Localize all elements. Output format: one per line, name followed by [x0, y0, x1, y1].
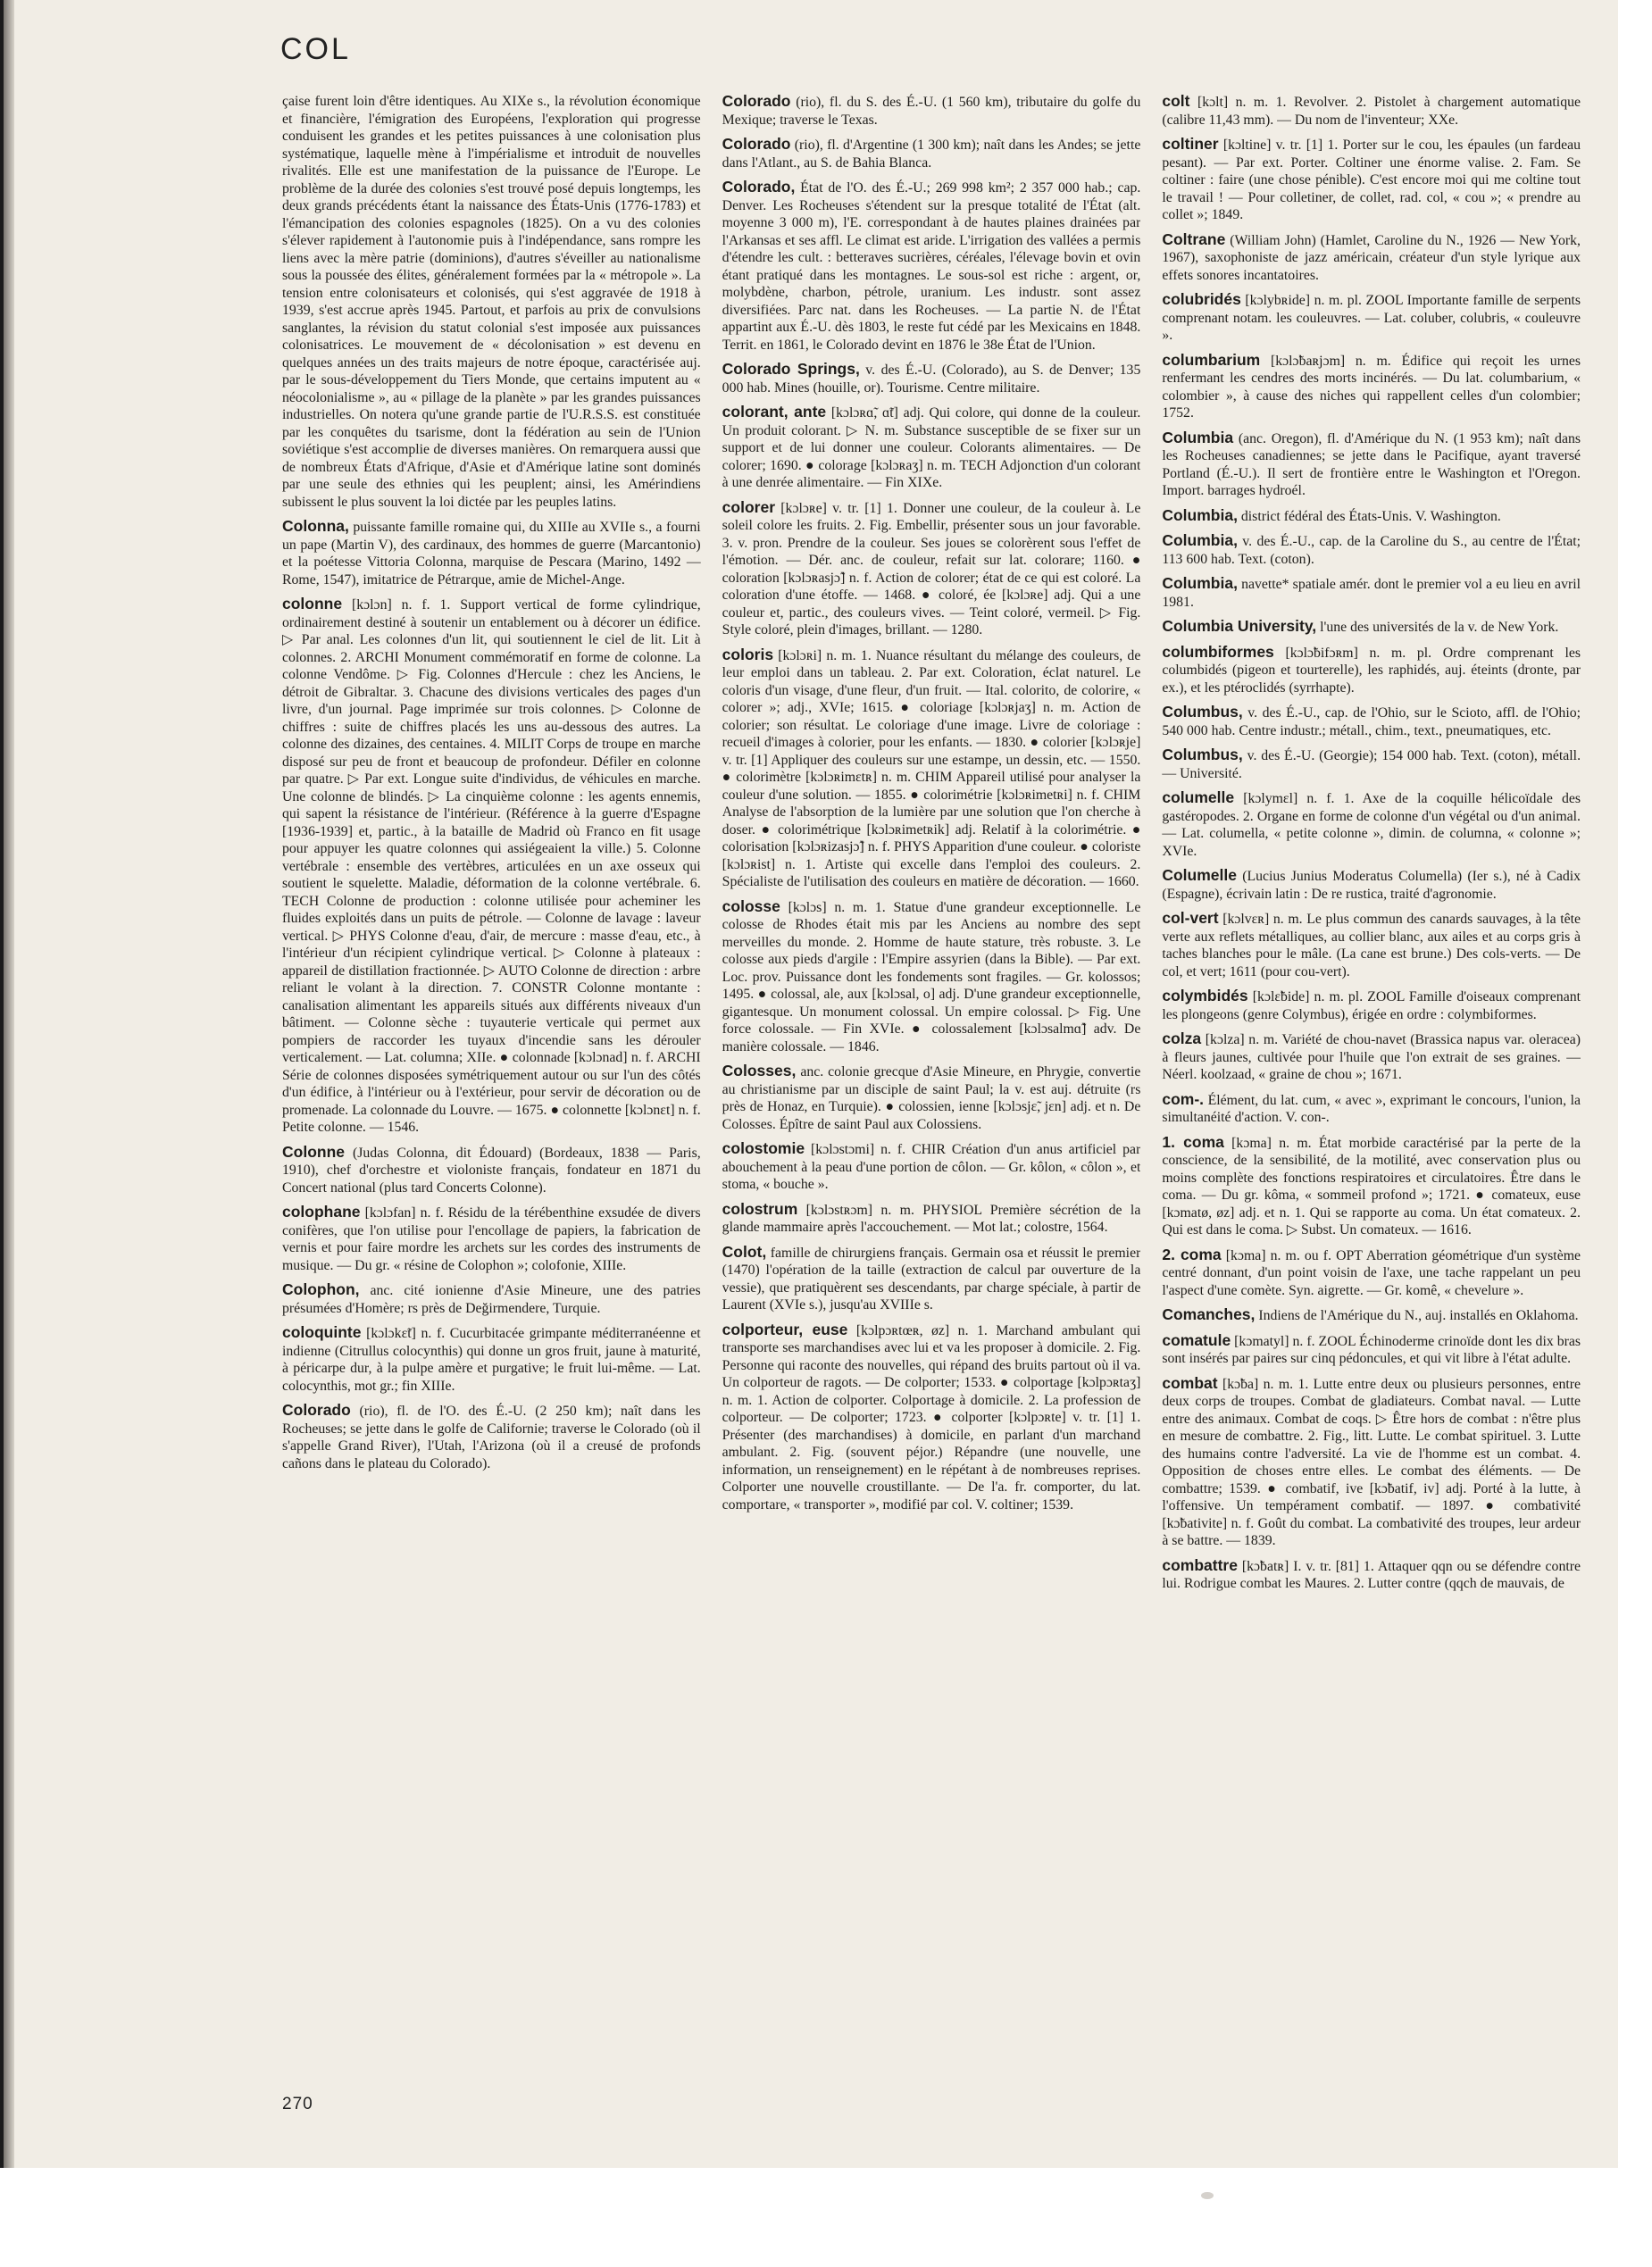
- entry-headword: Columbia,: [1162, 531, 1238, 549]
- dictionary-entry: [722, 1063, 1141, 1133]
- entry-headword: col-vert: [1162, 909, 1219, 927]
- entry-headword: Colosses,: [722, 1062, 797, 1079]
- entry-headword: 1. coma: [1162, 1132, 1224, 1151]
- entry-definition: [kɔlɔstɔmi] n. f. CHIR Création d'un anus artificiel par abouchement à la peau d'une portion de côlon. — Gr. kôlon, « côlon », et stoma, « bouche ».: [722, 1142, 1141, 1192]
- entry-definition: [kɔma] n. m. État morbide caractérisé par la perte de la conscience, de la sensibilité, de la motilité, avec conservation plus ou moins complète des fonctions respiratoires et circulatoires. Être dans le coma. — Du gr. kôma, « sommeil profond »; 1721. ● comateux, euse [kɔmatø, øz] adj. et n. 1. Qui se rapporte au coma. Un état comateux. 2. Qui est dans le coma. ▷ Subst. Un comateux. — 1616.: [1162, 1135, 1581, 1238]
- scan-speck: [1201, 2192, 1214, 2199]
- entry-headword: Colorado: [722, 135, 791, 153]
- entry-headword: Columbia: [1162, 428, 1234, 446]
- entry-definition: [kɔlɔstʀɔm] n. m. PHYSIOL Première sécrétion de la glande mammaire après l'accouchement. — Mot lat.; colostre, 1564.: [722, 1202, 1141, 1235]
- dictionary-entry: [1162, 1134, 1581, 1239]
- dictionary-entry: [1162, 291, 1581, 345]
- entry-headword: Coltrane: [1162, 229, 1226, 248]
- entry-definition: (anc. Oregon), fl. d'Amérique du N. (1 953 km); naît dans les Rocheuses canadiennes; se jette dans le Pacifique, ayant traversé Portland (É.-U.). Il sert de frontière entre le Washington et l'Oregon. Import. barrages hydroél.: [1162, 430, 1581, 498]
- entry-headword: Colorado: [282, 1401, 351, 1419]
- dictionary-entry: [1162, 1306, 1581, 1325]
- dictionary-entry: [722, 898, 1141, 1056]
- entry-definition: (rio), fl. de l'O. des É.-U. (2 250 km); naît dans les Rocheuses; se jette dans le golfe de Californie; traverse le Colorado (où il s'appelle Grand River), l'Utah, l'Arizona (où il a creusé de profonds cañons dans le plateau du Colorado).: [282, 1404, 701, 1471]
- entry-headword: Columbia University,: [1162, 617, 1317, 635]
- dictionary-entry: [722, 1244, 1141, 1314]
- dictionary-entry: [1162, 507, 1581, 526]
- entry-definition: navette* spatiale amér. dont le premier vol a eu lieu en avril 1981.: [1162, 577, 1581, 610]
- entry-definition: (rio), fl. du S. des É.-U. (1 560 km), tributaire du golfe du Mexique; traverse le Texas.: [722, 95, 1141, 128]
- dictionary-entry: [1162, 618, 1581, 637]
- entry-definition: [kɔlɔʀɑ̃, ɑ̃t] adj. Qui colore, qui donne de la couleur. Un produit colorant. ▷ N. m. Substance susceptible de se fixer sur un support et de lui donner une couleur. Colorants alimentaires. — De colorer; 1690. ● colorage [kɔlɔʀaʒ] n. m. TECH Adjonction d'un colorant à une denrée alimentaire. — Fin XIXe.: [722, 405, 1141, 490]
- page-number: 270: [282, 2095, 313, 2113]
- dictionary-entry: [1162, 1557, 1581, 1593]
- dictionary-entry: [282, 1402, 701, 1472]
- entry-definition: [kɔlɔ̃baʀjɔm] n. m. Édifice qui reçoit les urnes renfermant les cendres des morts incinérés. — Du lat. columbarium, « colombier », à cause des niches qui rappellent celles d'un colombier; 1752.: [1162, 353, 1581, 421]
- dictionary-entry: [722, 1321, 1141, 1514]
- dictionary-entry: [1162, 867, 1581, 903]
- entry-headword: colymbidés: [1162, 987, 1248, 1004]
- entry-definition: [kɔlvɛʀ] n. m. Le plus commun des canards sauvages, à la tête verte aux reflets métalliques, au collier blanc, aux ailes et au corps gris à taches blanches pour le mâle. (La cane est brune.) Des cols-verts. — De col, et vert; 1611 (pour cou-vert).: [1162, 912, 1581, 979]
- entry-headword: coltiner: [1162, 135, 1219, 153]
- entry-headword: Colorado,: [722, 178, 796, 196]
- entry-definition: v. des É.-U. (Georgie); 154 000 hab. Text. (coton), métall. — Université.: [1162, 748, 1581, 781]
- dictionary-entry: [1162, 93, 1581, 129]
- dictionary-entry: [282, 1281, 701, 1317]
- entry-headword: Colonna,: [282, 517, 349, 535]
- dictionary-entry: [282, 1324, 701, 1395]
- entry-definition: [kɔlt] n. m. 1. Revolver. 2. Pistolet à chargement automatique (calibre 11,43 mm). — Du nom de l'inventeur; XXe.: [1162, 95, 1581, 128]
- dictionary-entry: [282, 596, 701, 1137]
- dictionary-entry: [722, 499, 1141, 639]
- entry-definition: v. des É.-U. (Colorado), au S. de Denver; 135 000 hab. Mines (houille, or). Tourisme. Centre militaire.: [722, 363, 1141, 396]
- entry-headword: Colorado Springs,: [722, 360, 860, 378]
- entry-headword: colosse: [722, 896, 780, 915]
- entry-headword: comatule: [1162, 1330, 1231, 1349]
- page-edge: [1618, 0, 1652, 2168]
- entry-definition: puissante famille romaine qui, du XIIIe au XVIIe s., a fourni un pape (Martin V), des cardinaux, des hommes de guerre (Marcantonio) et la poétesse Vittoria Colonna, marquise de Pescara (Marino, 1492 — Rome, 1547), imitatrice de Pétrarque, amie de Michel-Ange.: [282, 520, 701, 588]
- entry-definition: l'une des universités de la v. de New York.: [1320, 620, 1559, 635]
- dictionary-entry: [1162, 704, 1581, 739]
- entry-definition: [kɔlpɔʀtœʀ, øz] n. 1. Marchand ambulant qui transporte ses marchandises avec lui et va les proposer à domicile. 2. Fig. Personne qui raconte des nouvelles, qui répand des bruits partout où il va. Un colporteur de ragots. — De colporter; 1533. ● colportage [kɔlpɔʀtaʒ] n. m. 1. Action de colporter. Colportage à domicile. 2. La profession de colporteur. — De colporter; 1723. ● colporter [kɔlpɔʀte] v. tr. [1] 1. Présenter (des marchandises) à domicile, en parlant d'un marchand ambulant. 2. Fig. (souvent péjor.) Répandre (une nouvelle, une information, un renseignement) en le répétant à de nombreuses reprises. Colporter une nouvelle croustillante. — De l'a. fr. comporter, du lat. comportare, « transporter », modifié par col. V. coltiner; 1539.: [722, 1322, 1141, 1513]
- dictionary-entry: [1162, 789, 1581, 860]
- entry-headword: Columbia,: [1162, 574, 1238, 592]
- entry-definition: [kɔlza] n. m. Variété de chou-navet (Brassica napus var. oleracea) à fleurs jaunes, cultivée pour l'huile que l'on extrait de ses graines. — Néerl. koolzaad, « graine de chou »; 1671.: [1162, 1032, 1581, 1082]
- running-head: COL: [280, 32, 351, 66]
- entry-headword: Colonne: [282, 1142, 345, 1161]
- entry-definition: [kɔlɔʀi] n. m. 1. Nuance résultant du mélange des couleurs, de leur emploi dans un tableau. 2. Par ext. Coloration, éclat naturel. Le coloris d'un visage, d'une fleur, d'un fruit. — Ital. colorito, de colorire, « colorer »; adj., XVIe; 1615. ● coloriage [kɔlɔʀjaʒ] n. m. Action de colorier; son résultat. Le coloriage d'une image. Livre de coloriage : recueil d'images à colorier, pour les enfants. — 1830. ● colorier [kɔlɔʀje] v. tr. [1] Appliquer des couleurs sur une estampe, un dessin, etc. — 1550. ● colorimètre [kɔlɔʀimɛtʀ] n. m. CHIM Appareil utilisé pour analyser la couleur d'une solution. — 1855. ● colorimétrie [kɔlɔʀimetʀi] n. f. CHIM Analyse de l'absorption de la lumière par une solution que l'on cherche à doser. ● colorimétrique [kɔlɔʀimetʀik] adj. Relatif à la colorimétrie. ● colorisation [kɔlɔʀizasjɔ̃] n. f. PHYS Apparition d'une couleur. ● coloriste [kɔlɔʀist] n. 1. Artiste qui excelle dans l'emploi des couleurs. 2. Spécialiste de l'utilisation des couleurs en matière de décoration. — 1660.: [722, 647, 1141, 889]
- dictionary-entry: [282, 1144, 701, 1197]
- dictionary-entry: [282, 518, 701, 588]
- dictionary-entry: [722, 1201, 1141, 1237]
- entry-definition: Indiens de l'Amérique du N., auj. installés en Oklahoma.: [1258, 1308, 1579, 1323]
- entry-headword: 2. coma: [1162, 1245, 1222, 1263]
- dictionary-entry: [1162, 1332, 1581, 1368]
- entry-headword: Colorado: [722, 93, 791, 110]
- entry-definition: (Judas Colonna, dit Édouard) (Bordeaux, 1838 — Paris, 1910), chef d'orchestre et violoniste français, fondateur en 1871 du Concert national (plus tard Concerts Colonne).: [282, 1145, 701, 1196]
- dictionary-entry: [1162, 1091, 1581, 1127]
- entry-definition: anc. colonie grecque d'Asie Mineure, en Phrygie, convertie au christianisme par un disciple de saint Paul; la v. est auj. détruite (rs près de Honaz, en Turquie). ● colossien, ienne [kɔlɔsjɛ̃, jɛn] adj. et n. De Colosses. Épître de saint Paul aux Colossiens.: [722, 1064, 1141, 1132]
- dictionary-entry: [1162, 231, 1581, 285]
- entry-headword: colorer: [722, 497, 775, 516]
- entry-definition: État de l'O. des É.-U.; 269 998 km²; 2 357 000 hab.; cap. Denver. Les Rocheuses s'étendent sur la presque totalité de l'État (alt. moyenne 3 000 m), l'E. correspondant à de hautes plaines drainées par l'Arkansas et ses affl. Le climat est aride. L'irrigation des vallées a permis d'étendre les cult. : betteraves sucrières, céréales, l'élevage bovin et ovin étant pratiqué dans les montagnes. Le sous-sol est riche : argent, or, molybdène, charbon, pétrole, uranium. Les industr. sont assez diversifiées. Parc nat. dans les Rocheuses. — La partie N. de l'État appartint aux É.-U. dès 1803, le reste fut cédé par les Mexicains en 1848. Territ. en 1861, le Colorado devint en 1876 le 38e État de l'Union.: [722, 180, 1141, 353]
- entry-headword: colorant, ante: [722, 403, 827, 421]
- dictionary-entry: [722, 179, 1141, 354]
- entry-definition: [kɔlɔn] n. f. 1. Support vertical de forme cylindrique, ordinairement destiné à soutenir un entablement ou à décorer un édifice. ▷ Par anal. Les colonnes d'un lit, qui soutiennent le ciel de lit. Lit à colonnes. 2. ARCHI Monument commémoratif en forme de colonne. La colonne Vendôme. ▷ Fig. Colonnes d'Hercule : chez les Anciens, le détroit de Gibraltar. 3. Chacune des divisions verticales des pages d'un livre, d'un journal. Page imprimée sur trois colonnes. ▷ Colonne de chiffres : suite de chiffres placés les uns au-dessous des autres. La colonne des dizaines, des centaines. 4. MILIT Corps de troupe en marche disposé sur peu de front et beaucoup de profondeur. Défiler en colonne par quatre. ▷ Par ext. Longue suite d'individus, de véhicules en marche. Une colonne de blindés. ▷ La cinquième colonne : les agents ennemis, qui sapent la résistance de l'intérieur. (Référence à la guerre d'Espagne [1936-1939] et, partic., à la bataille de Madrid où Franco en fit usage pour appuyer les quatre colonnes qui assiégeaient la ville.) 5. Colonne vertébrale : ensemble des vertèbres, articulées en un axe osseux qui soutient le squelette. Maladie, déformation de la colonne vertébrale. 6. TECH Colonne de production : colonne utilisée pour acheminer les fluides exploités dans un puits de pétrole. — Colonne de lavage : laveur vertical. ▷ PHYS Colonne d'eau, d'air, de mercure : masse d'eau, etc., à l'intérieur d'un récipient cylindrique vertical. ▷ Colonne à plateaux : appareil de distillation fractionnée. ▷ AUTO Colonne de direction : arbre reliant le volant à la direction. 7. CONSTR Colonne montante : canalisation alimentant les appareils situés aux différents niveaux d'un bâtiment. — Colonne sèche : tuyauterie verticale qui permet aux pompiers de raccorder les tuyaux d'incendie sans les dérouler verticalement. — Lat. columna; XIIe. ● colonnade [kɔlɔnad] n. f. ARCHI Série de colonnes disposées symétriquement autour ou sur l'un des côtés d'un édifice, à l'intérieur ou à l'extérieur, pour servir de décoration ou de promenade. La colonnade du Louvre. — 1675. ● colonnette [kɔlɔnɛt] n. f. Petite colonne. — 1546.: [282, 597, 701, 1135]
- entry-definition: çaise furent loin d'être identiques. Au XIXe s., la révolution économique et financière, l'émigration des Européens, l'exploration qui progresse conduisent les grandes et les petites puissances à une colonisation plus systématique, laquelle mène à l'impérialisme et introduit de nouvelles rivalités. Elle est une manifestation de la puissance de l'Europe. Le problème de la durée des colonies s'est trouvé posé depuis longtemps, les deux grands précédents étant la naissance des États-Unis (1776-1783) et l'émancipation des colonies espagnoles (1825). On a vu des colonies s'élever rapidement à l'autonomie puis à l'indépendance, sans rompre les liens avec la mère patrie (dominions), d'autres s'éveiller au nationalisme sous la poussée des élites, généralement formées par la « métropole ». La tension entre colonisateurs et colonisés, qui s'est aggravée de 1918 à 1939, s'est accrue après 1945. Partout, et parfois au prix de convulsions sanglantes, la révision du statut colonial s'est imposée aux puissances colonisatrices. Le mouvement de « décolonisation » est devenu en quelques années un des traits majeurs de notre époque, caractérisée auj. par le sous-développement du Tiers Monde, que certains imputent au « néocolonialisme », au « pillage de la planète » par les grandes puissances industrielles. On notera qu'une grande partie de l'U.R.S.S. est constituée par les conquêtes du tsarisme, dont la fédération au sein de l'Union soviétique s'est accomplie de diverses manières. On remarquera aussi que de nombreux États d'Afrique, d'Asie et d'Amérique latine sont dominés par une seule des ethnies qui les peuplent; ainsi, les Amérindiens subissent le plus souvent la loi dictée par les peuples latins.: [282, 94, 701, 510]
- dictionary-entry: [1162, 1030, 1581, 1084]
- dictionary-entry: [1162, 910, 1581, 980]
- dictionary-entry: [1162, 988, 1581, 1023]
- entry-definition: (William John) (Hamlet, Caroline du N., 1926 — New York, 1967), saxophoniste de jazz américain, créateur d'un style lyrique aux effets sonores incantatoires.: [1162, 232, 1581, 283]
- entry-headword: coloquinte: [282, 1323, 362, 1341]
- dictionary-entry: [282, 93, 701, 511]
- entry-headword: combat: [1162, 1373, 1218, 1392]
- entry-definition: [kɔlɔ̃bifɔʀm] n. m. pl. Ordre comprenant les columbidés (pigeon et tourterelle), les raphidés, auj. éteints (dronte, par ex.), et les ptéroclidés (syrrhapte).: [1162, 645, 1581, 696]
- page-bottom-margin: [0, 2168, 1652, 2267]
- column-right: [1162, 93, 1581, 2082]
- entry-definition: [kɔma] n. m. ou f. OPT Aberration géométrique d'un système centré donnant, d'un point voisin de l'axe, une tache rappelant un peu l'aspect d'une comète. Syn. aigrette. — Gr. komê, « chevelure ».: [1162, 1247, 1581, 1298]
- entry-headword: com-.: [1162, 1089, 1205, 1108]
- dictionary-entry: [722, 93, 1141, 129]
- dictionary-entry: [1162, 532, 1581, 568]
- text-columns: [282, 93, 1581, 2082]
- column-left: [282, 93, 701, 2082]
- entry-definition: (Lucius Junius Moderatus Columella) (Ier s.), né à Cadix (Espagne), écrivain latin : De re rustica, traité d'agronomie.: [1162, 869, 1581, 902]
- entry-definition: famille de chirurgiens français. Germain osa et réussit le premier (1470) l'opération de la taille (extraction de calcul par ouverture de la vessie), que pratiquèrent ses descendants, par charge spéciale, à partir de Laurent (XVIe s.), jusqu'au XVIIIe s.: [722, 1245, 1141, 1313]
- entry-headword: colt: [1162, 93, 1190, 110]
- entry-definition: [kɔlɛ̃bide] n. m. pl. ZOOL Famille d'oiseaux comprenant les plongeons (genre Colymbus), érigée en ordre : colymbiformes.: [1162, 989, 1581, 1022]
- entry-definition: [kɔlɔkɛ̃t] n. f. Cucurbitacée grimpante méditerranéenne et indienne (Citrullus colocynthis) qui donne un gros fruit, jaune à maturité, à péricarpe dur, à la pulpe amère et purgative; le fruit lui-même. — Lat. colocynthis, mot gr.; fin XIIIe.: [282, 1326, 701, 1394]
- entry-headword: Columbia,: [1162, 505, 1238, 524]
- dictionary-entry: [722, 361, 1141, 396]
- entry-headword: colonne: [282, 595, 343, 613]
- entry-definition: Élément, du lat. cum, « avec », exprimant le concours, l'union, la simultanéité d'action. V. con-.: [1162, 1092, 1581, 1125]
- dictionary-entry: [1162, 575, 1581, 611]
- entry-headword: Columbus,: [1162, 746, 1243, 763]
- entry-definition: [kɔlymɛl] n. f. 1. Axe de la coquille hélicoïdale des gastéropodes. 2. Organe en forme de colonne d'un végétal ou d'un animal. — Lat. columella, « petite colonne », dimin. de columna, « colonne »; XVIe.: [1162, 791, 1581, 859]
- entry-definition: [kɔ̃ba] n. m. 1. Lutte entre deux ou plusieurs personnes, entre deux corps de troupes. Combat de gladiateurs. Combat naval. — Lutte entre des animaux. Combat de coqs. ▷ Être hors de combat : n'être plus en mesure de combattre. 2. Fig., litt. Lutte. Le combat spirituel. 3. Lutte des humains contre l'adversité. La vie de l'homme est un combat. 4. Opposition de choses entre elles. Le combat des éléments. — De combattre; 1539. ● combatif, ive [kɔ̃batif, iv] adj. Porté à la lutte, à l'offensive. Un tempérament combatif. — 1897. ● combativité [kɔ̃bativite] n. f. Goût du combat. La combativité des troupes, leur ardeur à se battre. — 1839.: [1162, 1376, 1581, 1548]
- entry-headword: colubridés: [1162, 290, 1241, 308]
- entry-definition: anc. cité ionienne d'Asie Mineure, une des patries présumées d'Homère; rs près de Değirmendere, Turquie.: [282, 1283, 701, 1316]
- dictionary-entry: [722, 136, 1141, 171]
- dictionary-entry: [1162, 136, 1581, 224]
- entry-headword: Comanches,: [1162, 1305, 1256, 1323]
- page-fold-shadow: [4, 0, 14, 2168]
- entry-headword: columbiformes: [1162, 642, 1274, 661]
- column-middle: [722, 93, 1141, 2082]
- entry-definition: [kɔlybʀide] n. m. pl. ZOOL Importante famille de serpents comprenant notam. les couleuvres. — Lat. coluber, colubris, « couleuvre ».: [1162, 293, 1581, 343]
- dictionary-entry: [1162, 1375, 1581, 1550]
- entry-definition: district fédéral des États-Unis. V. Washington.: [1240, 508, 1501, 524]
- dictionary-entry: [1162, 429, 1581, 500]
- dictionary-entry: [1162, 644, 1581, 697]
- entry-headword: columbarium: [1162, 350, 1261, 369]
- dictionary-entry: [722, 646, 1141, 891]
- dictionary-entry: [722, 1140, 1141, 1194]
- entry-headword: columelle: [1162, 788, 1235, 806]
- entry-headword: coloris: [722, 645, 774, 663]
- entry-definition: (rio), fl. d'Argentine (1 300 km); naît dans les Andes; se jette dans l'Atlant., au S. de Bahia Blanca.: [722, 138, 1141, 171]
- dictionary-entry: [722, 404, 1141, 492]
- entry-definition: v. des É.-U., cap. de la Caroline du S., au centre de l'État; 113 600 hab. Text. (coton).: [1162, 534, 1581, 567]
- entry-definition: [kɔ̃batʀ] I. v. tr. [81] 1. Attaquer qqn ou se défendre contre lui. Rodrigue combat les Maures. 2. Lutter contre (qqch de mauvais, de: [1162, 1558, 1581, 1591]
- entry-definition: [kɔlɔʀe] v. tr. [1] 1. Donner une couleur, de la couleur à. Le soleil colore les fruits. 2. Fig. Embellir, présenter sous un jour favorable. 3. v. pron. Prendre de la couleur. Ses joues se colorèrent sous l'effet de l'émotion. — Dér. anc. de couleur, refait sur lat. colorare; 1160. ● coloration [kɔlɔʀasjɔ̃] n. f. Action de colorer; état de ce qui est coloré. La coloration d'une étoffe. — 1468. ● coloré, ée [kɔlɔʀe] adj. Qui a une couleur et, partic., des couleurs vives. — Teint coloré, vermeil. ▷ Fig. Style coloré, plein d'images, brillant. — 1280.: [722, 500, 1141, 638]
- entry-headword: Colot,: [722, 1242, 767, 1261]
- entry-definition: [kɔlɔfan] n. f. Résidu de la térébenthine exsudée de divers conifères, que l'on utilise pour l'encollage de papiers, la fabrication de vernis et pour faire mordre les archets sur les cordes des instruments de musique. — Du gr. « résine de Colophon »; colofonie, XIIIe.: [282, 1205, 701, 1273]
- entry-headword: combattre: [1162, 1555, 1238, 1574]
- entry-definition: v. des É.-U., cap. de l'Ohio, sur le Scioto, affl. de l'Ohio; 540 000 hab. Centre industr.; métall., chim., text., pneumatiques, etc.: [1162, 705, 1581, 738]
- dictionary-entry: [1162, 1246, 1581, 1300]
- entry-definition: [kɔmatyl] n. f. ZOOL Échinoderme crinoïde dont les dix bras sont insérés par paires sur cinq pédoncules, et qui vit libre à l'état adulte.: [1162, 1333, 1581, 1366]
- dictionary-entry: [1162, 352, 1581, 422]
- entry-headword: Columelle: [1162, 866, 1237, 884]
- entry-headword: colostomie: [722, 1139, 805, 1157]
- entry-headword: colporteur, euse: [722, 1320, 848, 1338]
- dictionary-entry: [1162, 746, 1581, 782]
- dictionary-entry: [282, 1204, 701, 1274]
- entry-headword: colophane: [282, 1203, 361, 1221]
- entry-definition: [kɔlɔs] n. m. 1. Statue d'une grandeur exceptionnelle. Le colosse de Rhodes était mis par les Anciens au nombre des sept merveilles du monde. 2. Homme de haute stature, très robuste. 3. Le colosse aux pieds d'argile : l'Empire assyrien (dans la Bible). — Par ext. Loc. prov. Puissance dont les fondements sont fragiles. — Gr. kolossos; 1495. ● colossal, ale, aux [kɔlɔsal, o] adj. D'une grandeur exceptionnelle, gigantesque. Un monument colossal. Un empire colossal. ▷ Fig. Une force colossale. — Fin XVIe. ● colossalement [kɔlɔsalmɑ̃] adv. De manière colossale. — 1846.: [722, 899, 1141, 1054]
- entry-headword: Colophon,: [282, 1280, 360, 1298]
- entry-headword: Columbus,: [1162, 703, 1243, 721]
- entry-headword: colostrum: [722, 1199, 798, 1218]
- entry-headword: colza: [1162, 1029, 1202, 1047]
- entry-definition: [kɔltine] v. tr. [1] 1. Porter sur le cou, les épaules (un fardeau pesant). — Par ext. Porter. Coltiner une énorme valise. 2. Fam. Se coltiner : faire (une chose pénible). C'est encore moi qui me coltine tout le travail ! — Pour colletiner, de collet, rad. col, « cou »; « prendre au collet »; 1849.: [1162, 138, 1581, 222]
